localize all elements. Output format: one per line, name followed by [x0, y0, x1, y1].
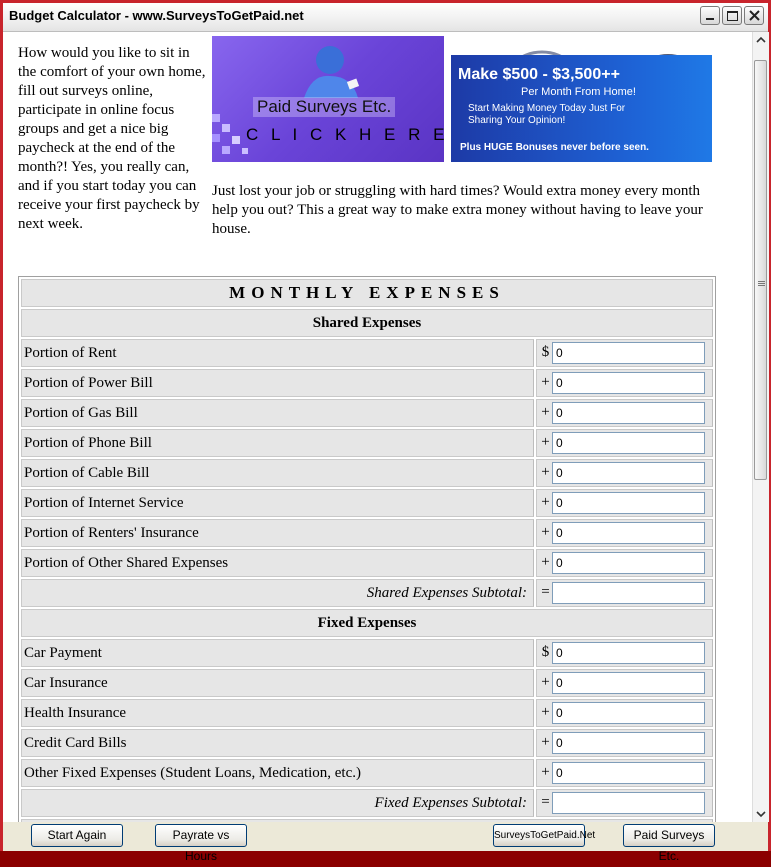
- banner-start-text: Start Making Money Today Just For Sharing Your Opinion!: [468, 103, 626, 126]
- operator-sign: +: [541, 704, 550, 721]
- vertical-scrollbar[interactable]: [752, 32, 769, 822]
- operator-sign: $: [541, 344, 550, 361]
- operator-sign: +: [541, 674, 550, 691]
- shared-expenses-heading: Shared Expenses: [21, 309, 713, 337]
- expense-label: Portion of Power Bill: [21, 369, 534, 397]
- ad-banner[interactable]: [212, 36, 712, 162]
- banner-per-month: Per Month From Home!: [521, 86, 636, 98]
- scroll-down-icon[interactable]: [753, 806, 769, 822]
- expense-label: Portion of Gas Bill: [21, 399, 534, 427]
- table-row: [21, 429, 713, 457]
- scrollbar-thumb[interactable]: [754, 60, 767, 480]
- shared-subtotal-label: Shared Expenses Subtotal:: [21, 579, 534, 607]
- expense-input[interactable]: 0: [552, 522, 705, 544]
- expense-input[interactable]: 0: [552, 342, 705, 364]
- page-content: [3, 32, 753, 822]
- expense-calculator: [18, 276, 716, 850]
- fixed-expenses-heading: Fixed Expenses: [21, 609, 713, 637]
- expense-label: Other Fixed Expenses (Student Loans, Medication, etc.): [21, 759, 534, 787]
- operator-sign: =: [541, 794, 550, 811]
- banner-brand: Paid Surveys Etc.: [253, 97, 395, 117]
- expense-input[interactable]: 0: [552, 372, 705, 394]
- expense-label: Portion of Rent: [21, 339, 534, 367]
- operator-sign: $: [541, 644, 550, 661]
- operator-sign: +: [541, 524, 550, 541]
- table-row: [21, 339, 713, 367]
- table-row: [21, 729, 713, 757]
- expense-input[interactable]: 0: [552, 492, 705, 514]
- operator-sign: +: [541, 764, 550, 781]
- banner-bonus-text: Plus HUGE Bonuses never before seen.: [460, 142, 649, 153]
- expense-label: Car Insurance: [21, 669, 534, 697]
- expense-input[interactable]: 0: [552, 462, 705, 484]
- expense-input[interactable]: 0: [552, 402, 705, 424]
- pitch-text: Just lost your job or struggling with hard times? Would extra money every month help you out? This a great way to make extra money without having to leave your house.: [212, 183, 703, 237]
- scroll-up-icon[interactable]: [753, 32, 769, 48]
- table-row: [21, 519, 713, 547]
- expense-label: Car Payment: [21, 639, 534, 667]
- operator-sign: +: [541, 464, 550, 481]
- shared-subtotal-field[interactable]: [552, 582, 705, 604]
- fixed-subtotal-label: Fixed Expenses Subtotal:: [21, 789, 534, 817]
- expense-input[interactable]: 0: [552, 732, 705, 754]
- table-row: [21, 489, 713, 517]
- monthly-expenses-heading: MONTHLY EXPENSES: [21, 279, 713, 307]
- paid-surveys-button[interactable]: Paid Surveys Etc.: [623, 824, 715, 847]
- expense-label: Portion of Other Shared Expenses: [21, 549, 534, 577]
- table-row: [21, 639, 713, 667]
- subtotal-row: [21, 789, 713, 817]
- table-row: [21, 399, 713, 427]
- maximize-icon[interactable]: [722, 6, 742, 25]
- expense-input[interactable]: 0: [552, 642, 705, 664]
- table-row: [21, 549, 713, 577]
- operator-sign: =: [541, 584, 550, 601]
- subtotal-row: [21, 579, 713, 607]
- expense-label: Portion of Internet Service: [21, 489, 534, 517]
- expense-label: Credit Card Bills: [21, 729, 534, 757]
- expense-input[interactable]: 0: [552, 672, 705, 694]
- table-row: [21, 669, 713, 697]
- intro-text: How would you like to sit in the comfort of your own home, fill out surveys online, participate in online focus groups and get a nice big paycheck at the end of the month?! Yes, you really can, and if you start today you can receive your first paycheck by next week.: [18, 45, 206, 232]
- operator-sign: +: [541, 494, 550, 511]
- expense-input[interactable]: 0: [552, 702, 705, 724]
- expense-input[interactable]: 0: [552, 762, 705, 784]
- expense-input[interactable]: 0: [552, 552, 705, 574]
- expense-label: Health Insurance: [21, 699, 534, 727]
- expense-label: Portion of Renters' Insurance: [21, 519, 534, 547]
- operator-sign: +: [541, 404, 550, 421]
- operator-sign: +: [541, 374, 550, 391]
- scrollbar-grip: [758, 281, 765, 282]
- operator-sign: +: [541, 734, 550, 751]
- expense-label: Portion of Cable Bill: [21, 459, 534, 487]
- operator-sign: +: [541, 434, 550, 451]
- table-row: [21, 459, 713, 487]
- expense-input[interactable]: 0: [552, 432, 705, 454]
- banner-click-here[interactable]: C L I C K H E R E: [246, 125, 449, 144]
- expense-label: Portion of Phone Bill: [21, 429, 534, 457]
- table-row: [21, 759, 713, 787]
- minimize-icon[interactable]: [700, 6, 720, 25]
- table-row: [21, 369, 713, 397]
- operator-sign: +: [541, 554, 550, 571]
- close-icon[interactable]: [744, 6, 764, 25]
- expense-table: [19, 277, 715, 849]
- payrate-vs-hours-button[interactable]: Payrate vs Hours: [155, 824, 247, 847]
- window-title: Budget Calculator - www.SurveysToGetPaid.net: [9, 8, 304, 23]
- start-again-button[interactable]: Start Again: [31, 824, 123, 847]
- bottom-toolbar: [3, 822, 768, 863]
- surveys-site-button[interactable]: SurveysToGetPaid.Net: [493, 824, 585, 847]
- fixed-subtotal-field[interactable]: [552, 792, 705, 814]
- banner-amount: Make $500 - $3,500++: [458, 66, 620, 83]
- title-bar: [3, 3, 768, 32]
- table-row: [21, 699, 713, 727]
